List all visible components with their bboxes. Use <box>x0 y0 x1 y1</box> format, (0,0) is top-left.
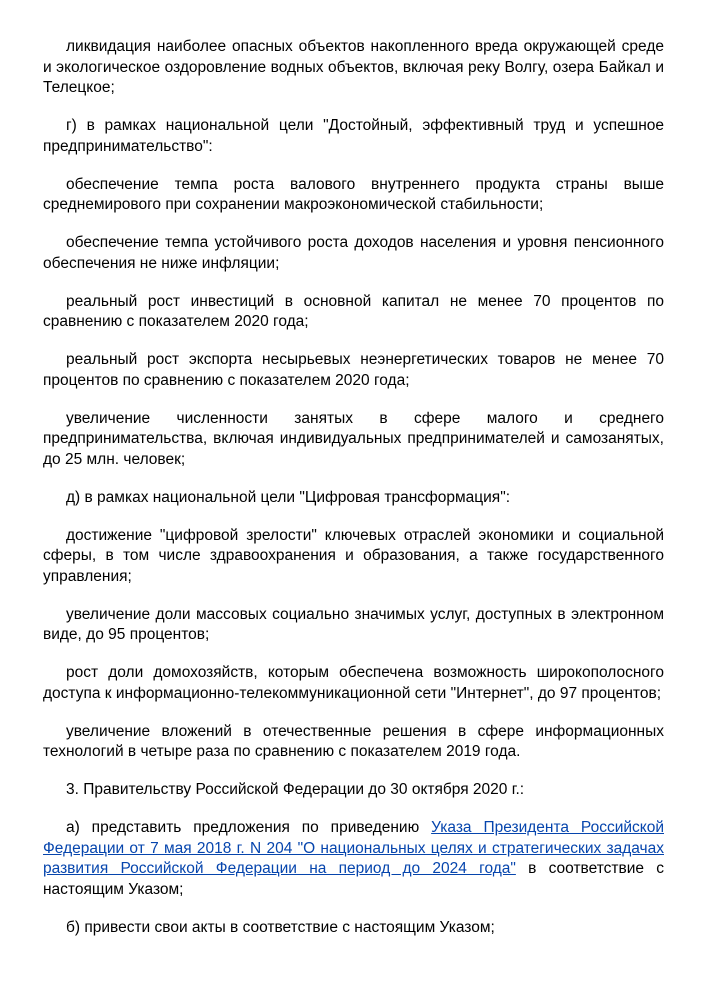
paragraph-gdp-growth: обеспечение темпа роста валового внутреннего продукта страны выше среднемирового при сохранении макроэкономической стабильности; <box>43 175 664 213</box>
paragraph-item-b: б) привести свои акты в соответствие с настоящим Указом; <box>66 918 495 936</box>
paragraph-item-a-prefix: а) представить предложения по приведению <box>66 819 432 836</box>
paragraph-item-a <box>43 818 664 900</box>
paragraph-it-investment: увеличение вложений в отечественные решения в сфере информационных технологий в четыре раза по сравнению с показателем 2019 года. <box>43 722 664 760</box>
paragraph-item-a-suffix: в соответствие с настоящим Указом; <box>43 860 664 898</box>
document-page <box>43 37 664 938</box>
paragraph-goal-digital: д) в рамках национальной цели "Цифровая трансформация": <box>66 488 511 506</box>
paragraph-sme-employment: увеличение численности занятых в сфере малого и среднего предпринимательства, включая индивидуальных предпринимателей и самозанятых, до 25 млн. человек; <box>43 409 664 468</box>
paragraph-income-growth: обеспечение темпа устойчивого роста доходов населения и уровня пенсионного обеспечения не ниже инфляции; <box>43 234 664 272</box>
paragraph-pollution-cleanup: ликвидация наиболее опасных объектов накопленного вреда окружающей среде и экологическое оздоровление водных объектов, включая реку Волгу, озера Байкал и Телецкое; <box>43 38 664 96</box>
paragraph-goal-decent-work: г) в рамках национальной цели "Достойный, эффективный труд и успешное предпринимательство": <box>43 117 664 155</box>
paragraph-e-services: увеличение доли массовых социально значимых услуг, доступных в электронном виде, до 95 процентов; <box>43 605 664 643</box>
decree-204-link[interactable]: Указа Президента Российской Федерации от 7 мая 2018 г. N 204 "О национальных целях и стратегических задачах развития Российской Федерации на период до 2024 года" <box>43 819 664 877</box>
paragraph-government-instruction: 3. Правительству Российской Федерации до 30 октября 2020 г.: <box>66 781 525 798</box>
paragraph-investment-growth: реальный рост инвестиций в основной капитал не менее 70 процентов по сравнению с показателем 2020 года; <box>43 292 664 330</box>
paragraph-broadband: рост доли домохозяйств, которым обеспечена возможность широкополосного доступа к информационно-телекоммуникационной сети "Интернет", до 97 процентов; <box>43 664 664 702</box>
paragraph-digital-maturity: достижение "цифровой зрелости" ключевых отраслей экономики и социальной сферы, в том числе здравоохранения и образования, а также государственного управления; <box>43 526 664 585</box>
paragraph-export-growth: реальный рост экспорта несырьевых неэнергетических товаров не менее 70 процентов по сравнению с показателем 2020 года; <box>43 351 664 389</box>
